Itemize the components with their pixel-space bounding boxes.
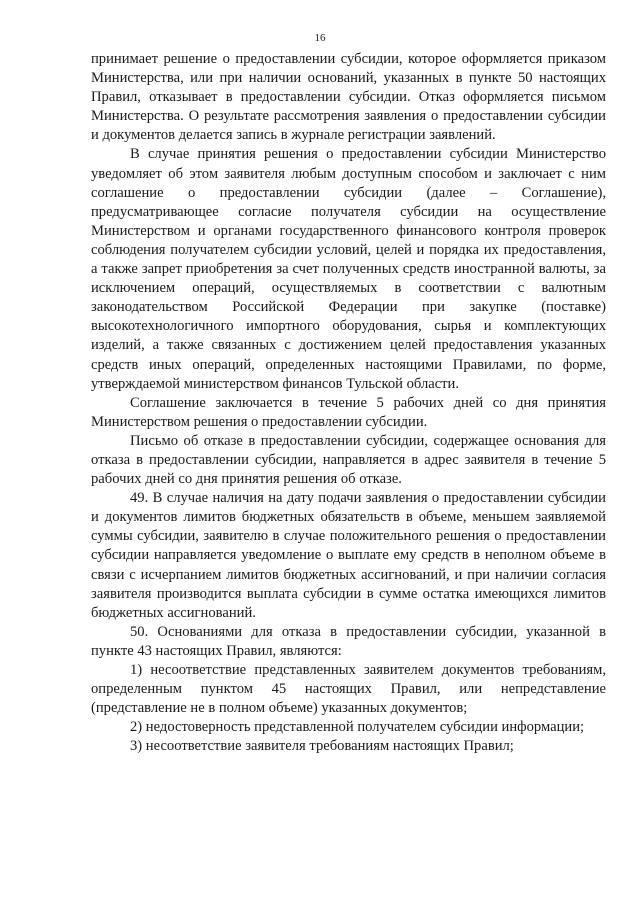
- paragraph-decision: принимает решение о предоставлении субсидии, которое оформляется приказом Министерства, или при наличии оснований, указанных в пункте 50 настоящих Правил, отказывает в предоставлении субсидии. Отказ оформляется письмом Министерства. О результате рассмотрения заявления о предоставлении субсидии и документов делается запись в журнале регистрации заявлений.: [91, 51, 606, 144]
- paragraph-agreement-term: Соглашение заключается в течение 5 рабочих дней со дня принятия Министерством решения о предоставлении субсидии.: [91, 394, 606, 430]
- paragraph-refusal-letter: Письмо об отказе в предоставлении субсидии, содержащее основания для отказа в предоставлении субсидии, направляется в адрес заявителя в течение 5 рабочих дней со дня принятия решения об отказе.: [91, 432, 606, 488]
- document-body: [91, 50, 606, 756]
- list-item-2: 2) недостоверность представленной получателем субсидии информации;: [130, 719, 585, 736]
- page-number: 16: [314, 32, 326, 44]
- list-item-3: 3) несоответствие заявителя требованиям настоящих Правил;: [130, 738, 514, 755]
- list-item-1: 1) несоответствие представленных заявителем документов требованиям, определенным пунктом 45 настоящих Правил, или непредставление (представление не в полном объеме) указанных документов;: [91, 662, 606, 717]
- paragraph-clause-50: 50. Основаниями для отказа в предоставлении субсидии, указанной в пункте 43 настоящих Правил, являются:: [91, 623, 606, 659]
- paragraph-agreement-conclusion: В случае принятия решения о предоставлении субсидии Министерство уведомляет об этом заявителя любым доступным способом и заключает с ним соглашение о предоставлении субсидии (далее – Соглашение), предусматривающее согласие получателя субсидии на осуществление Министерством и органами государственного финансового контроля проверок соблюдения получателем субсидии условий, целей и порядка их предоставления, а также запрет приобретения за счет полученных средств иностранной валюты, за исключением операций, осуществляемых в соответствии с валютным законодательством Российской Федерации при закупке (поставке) высокотехнологичного импортного оборудования, сырья и комплектующих изделий, а также связанных с достижением целей предоставления указанных средств иных операций, определенных настоящими Правилами, по форме, утверждаемой министерством финансов Тульской области.: [91, 146, 606, 392]
- paragraph-clause-49: 49. В случае наличия на дату подачи заявления о предоставлении субсидии и документов лимитов бюджетных обязательств в объеме, меньшем заявляемой суммы субсидии, заявителю в случае положительного решения о предоставлении субсидии направляется уведомление о выплате ему средств в неполном объеме в связи с исчерпанием лимитов бюджетных ассигнований, и при наличии согласия заявителя производится выплата субсидии в сумме остатка имеющихся лимитов бюджетных ассигнований.: [91, 490, 606, 621]
